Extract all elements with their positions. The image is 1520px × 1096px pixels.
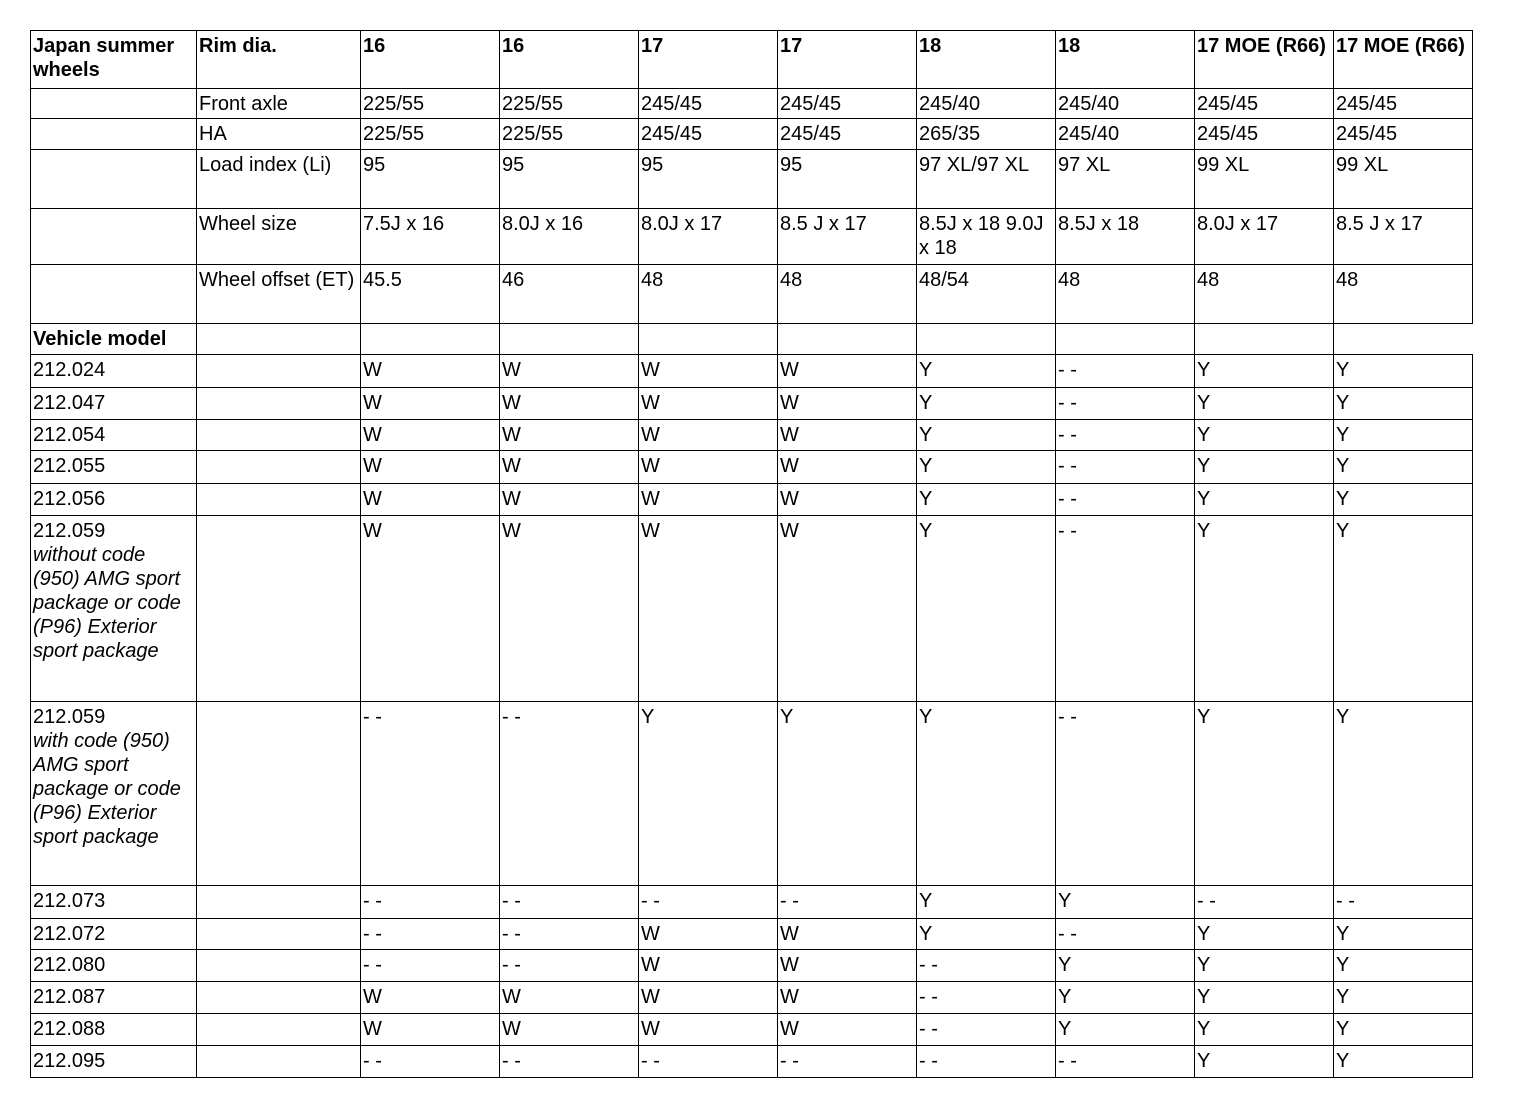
spec-value: 8.0J x 16 — [500, 209, 639, 265]
spec-value: 99 XL — [1195, 150, 1334, 209]
fitment-value: Y — [1056, 886, 1195, 919]
fitment-value: W — [639, 1014, 778, 1046]
fitment-value: W — [500, 484, 639, 516]
vehicle-model-cell — [31, 1014, 197, 1046]
fitment-value: W — [500, 355, 639, 388]
column-header: 17 — [639, 31, 778, 89]
spec-row — [31, 89, 1473, 119]
spec-value: 8.5 J x 17 — [778, 209, 917, 265]
fitment-value: - - — [1056, 702, 1195, 886]
vehicle-model-code: 212.080 — [33, 954, 106, 976]
fitment-value: Y — [917, 355, 1056, 388]
vehicle-row — [31, 886, 1473, 919]
spec-label: HA — [197, 119, 361, 150]
empty-cell — [1056, 324, 1195, 355]
vehicle-model-code: 212.073 — [33, 890, 106, 912]
empty-cell — [197, 1014, 361, 1046]
fitment-value: W — [778, 420, 917, 451]
fitment-value: Y — [917, 388, 1056, 420]
fitment-value: W — [361, 355, 500, 388]
vehicle-model-code: 212.072 — [33, 923, 106, 945]
vehicle-model-code: 212.059 — [33, 706, 106, 728]
fitment-value: W — [778, 355, 917, 388]
fitment-value: W — [361, 516, 500, 702]
fitment-value: - - — [639, 886, 778, 919]
spec-value: 48 — [778, 265, 917, 324]
fitment-value: Y — [917, 451, 1056, 484]
fitment-value: Y — [1195, 516, 1334, 702]
spec-label: Load index (Li) — [197, 150, 361, 209]
fitment-value: Y — [1334, 919, 1473, 950]
fitment-value: Y — [1334, 355, 1473, 388]
fitment-value: Y — [1334, 982, 1473, 1014]
vehicle-model-code: 212.056 — [33, 488, 106, 510]
fitment-value: Y — [1334, 702, 1473, 886]
fitment-value: Y — [1334, 451, 1473, 484]
fitment-value: Y — [1195, 484, 1334, 516]
column-header: 17 — [778, 31, 917, 89]
spec-row — [31, 150, 1473, 209]
fitment-value: - - — [1056, 451, 1195, 484]
empty-cell — [1195, 324, 1334, 355]
spec-value: 8.0J x 17 — [1195, 209, 1334, 265]
fitment-value: Y — [1195, 919, 1334, 950]
spec-value: 8.5J x 18 9.0J x 18 — [917, 209, 1056, 265]
fitment-value: Y — [917, 484, 1056, 516]
spec-value: 245/45 — [778, 119, 917, 150]
spec-label: Front axle — [197, 89, 361, 119]
fitment-value: Y — [1195, 420, 1334, 451]
fitment-value: Y — [1056, 950, 1195, 982]
fitment-value: Y — [1195, 1046, 1334, 1078]
fitment-value: - - — [917, 1014, 1056, 1046]
vehicle-model-cell — [31, 451, 197, 484]
spec-value: 225/55 — [500, 119, 639, 150]
fitment-value: - - — [1334, 886, 1473, 919]
spec-value: 225/55 — [361, 119, 500, 150]
empty-cell — [197, 484, 361, 516]
vehicle-row — [31, 420, 1473, 451]
spec-value: 265/35 — [917, 119, 1056, 150]
fitment-value: - - — [1056, 388, 1195, 420]
column-header: 18 — [1056, 31, 1195, 89]
fitment-value: Y — [1334, 1014, 1473, 1046]
vehicle-row — [31, 484, 1473, 516]
fitment-value: W — [778, 451, 917, 484]
spec-empty-cell — [31, 209, 197, 265]
spec-value: 48 — [639, 265, 778, 324]
empty-cell — [197, 324, 361, 355]
spec-value: 46 — [500, 265, 639, 324]
spec-value: 99 XL — [1334, 150, 1473, 209]
fitment-value: - - — [1056, 1046, 1195, 1078]
empty-cell — [197, 886, 361, 919]
vehicle-model-cell — [31, 982, 197, 1014]
fitment-value: - - — [917, 1046, 1056, 1078]
empty-cell — [197, 516, 361, 702]
vehicle-model-cell — [31, 388, 197, 420]
header-row — [31, 31, 1473, 89]
fitment-value: Y — [1195, 451, 1334, 484]
fitment-value: Y — [1195, 950, 1334, 982]
vehicle-model-cell — [31, 516, 197, 702]
rim-dia-header: Rim dia. — [197, 31, 361, 89]
fitment-value: - - — [917, 982, 1056, 1014]
empty-cell — [917, 324, 1056, 355]
spec-value: 48/54 — [917, 265, 1056, 324]
spec-row — [31, 119, 1473, 150]
fitment-value: - - — [1056, 420, 1195, 451]
fitment-value: - - — [778, 1046, 917, 1078]
fitment-value: W — [639, 919, 778, 950]
empty-cell — [197, 420, 361, 451]
vehicle-row — [31, 1014, 1473, 1046]
fitment-value: W — [361, 388, 500, 420]
spec-value: 48 — [1056, 265, 1195, 324]
empty-cell — [778, 324, 917, 355]
vehicle-row — [31, 355, 1473, 388]
fitment-value: W — [639, 355, 778, 388]
vehicle-model-code: 212.024 — [33, 359, 106, 381]
fitment-value: W — [361, 451, 500, 484]
fitment-value: W — [778, 919, 917, 950]
vehicle-model-note: with code (950) AMG sport package or code (P96) Exterior sport package — [33, 730, 181, 848]
spec-value: 225/55 — [500, 89, 639, 119]
fitment-value: Y — [639, 702, 778, 886]
empty-cell — [197, 919, 361, 950]
column-header: 17 MOE (R66) — [1195, 31, 1334, 89]
fitment-value: W — [639, 420, 778, 451]
spec-value: 8.5 J x 17 — [1334, 209, 1473, 265]
fitment-value: W — [639, 388, 778, 420]
fitment-value: - - — [361, 702, 500, 886]
column-header: 16 — [361, 31, 500, 89]
corner-header: Japan summer wheels — [31, 31, 197, 89]
fitment-value: - - — [361, 950, 500, 982]
fitment-value: Y — [917, 420, 1056, 451]
fitment-value: W — [639, 950, 778, 982]
vehicle-row — [31, 702, 1473, 886]
vehicle-row — [31, 516, 1473, 702]
spec-value: 245/45 — [1334, 89, 1473, 119]
fitment-value: W — [778, 388, 917, 420]
spec-row — [31, 265, 1473, 324]
vehicle-model-code: 212.088 — [33, 1018, 106, 1040]
fitment-value: W — [778, 982, 917, 1014]
spec-value: 8.0J x 17 — [639, 209, 778, 265]
vehicle-model-cell — [31, 950, 197, 982]
fitment-value: - - — [361, 1046, 500, 1078]
spec-value: 95 — [639, 150, 778, 209]
spec-value: 95 — [361, 150, 500, 209]
column-header: 17 MOE (R66) — [1334, 31, 1473, 89]
fitment-value: W — [639, 451, 778, 484]
empty-cell — [197, 388, 361, 420]
spec-empty-cell — [31, 119, 197, 150]
fitment-value: W — [639, 484, 778, 516]
fitment-value: Y — [778, 702, 917, 886]
vehicle-model-code: 212.095 — [33, 1050, 106, 1072]
fitment-value: - - — [361, 919, 500, 950]
fitment-value: - - — [361, 886, 500, 919]
spec-value: 48 — [1195, 265, 1334, 324]
column-header: 18 — [917, 31, 1056, 89]
vehicle-model-cell — [31, 355, 197, 388]
vehicle-row — [31, 982, 1473, 1014]
spec-value: 245/40 — [917, 89, 1056, 119]
fitment-value: Y — [1334, 484, 1473, 516]
spec-value: 97 XL — [1056, 150, 1195, 209]
spec-value: 245/45 — [639, 119, 778, 150]
vehicle-model-code: 212.047 — [33, 392, 106, 414]
fitment-value: - - — [917, 950, 1056, 982]
spec-row — [31, 209, 1473, 265]
spec-label: Wheel size — [197, 209, 361, 265]
spec-empty-cell — [31, 89, 197, 119]
fitment-value: Y — [1334, 388, 1473, 420]
vehicle-model-code: 212.055 — [33, 455, 106, 477]
vehicle-row — [31, 451, 1473, 484]
fitment-value: Y — [1334, 1046, 1473, 1078]
empty-cell — [197, 1046, 361, 1078]
empty-cell — [197, 451, 361, 484]
fitment-value: - - — [1056, 516, 1195, 702]
spec-value: 245/45 — [1334, 119, 1473, 150]
spec-value: 97 XL/97 XL — [917, 150, 1056, 209]
fitment-value: Y — [1195, 982, 1334, 1014]
fitment-value: Y — [917, 886, 1056, 919]
spec-value: 245/40 — [1056, 119, 1195, 150]
fitment-value: - - — [500, 1046, 639, 1078]
fitment-value: Y — [1195, 702, 1334, 886]
fitment-value: W — [500, 1014, 639, 1046]
fitment-value: W — [500, 420, 639, 451]
fitment-value: - - — [500, 702, 639, 886]
spec-value: 245/45 — [639, 89, 778, 119]
empty-cell — [197, 355, 361, 388]
vehicle-row — [31, 1046, 1473, 1078]
empty-cell — [361, 324, 500, 355]
fitment-value: Y — [917, 516, 1056, 702]
empty-cell — [197, 950, 361, 982]
spec-value: 225/55 — [361, 89, 500, 119]
fitment-value: W — [500, 388, 639, 420]
vehicle-model-code: 212.087 — [33, 986, 106, 1008]
spec-empty-cell — [31, 150, 197, 209]
spec-value: 95 — [778, 150, 917, 209]
spec-label: Wheel offset (ET) — [197, 265, 361, 324]
fitment-value: W — [361, 420, 500, 451]
vehicle-model-cell — [31, 919, 197, 950]
vehicle-row — [31, 950, 1473, 982]
fitment-value: W — [500, 982, 639, 1014]
fitment-value: W — [778, 484, 917, 516]
fitment-value: Y — [1334, 950, 1473, 982]
fitment-value: Y — [1056, 1014, 1195, 1046]
fitment-value: W — [778, 1014, 917, 1046]
spec-value: 245/45 — [1195, 89, 1334, 119]
fitment-value: Y — [917, 919, 1056, 950]
fitment-value: Y — [1195, 1014, 1334, 1046]
fitment-value: W — [361, 982, 500, 1014]
fitment-value: Y — [1334, 516, 1473, 702]
empty-cell — [500, 324, 639, 355]
fitment-value: - - — [500, 950, 639, 982]
vehicle-model-cell — [31, 1046, 197, 1078]
fitment-value: - - — [639, 1046, 778, 1078]
spec-value: 95 — [500, 150, 639, 209]
fitment-value: - - — [1195, 886, 1334, 919]
empty-cell — [197, 982, 361, 1014]
spec-value: 8.5J x 18 — [1056, 209, 1195, 265]
fitment-value: W — [500, 451, 639, 484]
spec-value: 245/40 — [1056, 89, 1195, 119]
fitment-value: W — [361, 1014, 500, 1046]
vehicle-model-header: Vehicle model — [31, 324, 197, 355]
empty-cell — [639, 324, 778, 355]
spec-value: 45.5 — [361, 265, 500, 324]
vehicle-model-cell — [31, 420, 197, 451]
fitment-value: Y — [1195, 388, 1334, 420]
fitment-value: - - — [1056, 919, 1195, 950]
fitment-value: Y — [1195, 355, 1334, 388]
spec-value: 7.5J x 16 — [361, 209, 500, 265]
fitment-value: - - — [778, 886, 917, 919]
fitment-value: W — [778, 950, 917, 982]
spec-value: 48 — [1334, 265, 1473, 324]
fitment-value: Y — [1056, 982, 1195, 1014]
vehicle-row — [31, 388, 1473, 420]
spec-value: 245/45 — [778, 89, 917, 119]
vehicle-model-cell — [31, 702, 197, 886]
fitment-value: W — [500, 516, 639, 702]
fitment-value: W — [778, 516, 917, 702]
empty-cell — [197, 702, 361, 886]
wheel-fitment-table — [30, 30, 1473, 1078]
fitment-value: - - — [500, 919, 639, 950]
fitment-value: W — [639, 982, 778, 1014]
fitment-value: Y — [1334, 420, 1473, 451]
fitment-value: - - — [500, 886, 639, 919]
fitment-value: - - — [1056, 484, 1195, 516]
vehicle-model-cell — [31, 484, 197, 516]
vehicle-model-note: without code (950) AMG sport package or code (P96) Exterior sport package — [33, 544, 181, 662]
vehicle-row — [31, 919, 1473, 950]
vehicle-model-header-row — [31, 324, 1473, 355]
spec-value: 245/45 — [1195, 119, 1334, 150]
vehicle-model-code: 212.059 — [33, 520, 106, 542]
vehicle-model-cell — [31, 886, 197, 919]
spec-empty-cell — [31, 265, 197, 324]
fitment-value: Y — [917, 702, 1056, 886]
vehicle-model-code: 212.054 — [33, 424, 106, 446]
fitment-value: W — [361, 484, 500, 516]
fitment-value: - - — [1056, 355, 1195, 388]
column-header: 16 — [500, 31, 639, 89]
fitment-value: W — [639, 516, 778, 702]
